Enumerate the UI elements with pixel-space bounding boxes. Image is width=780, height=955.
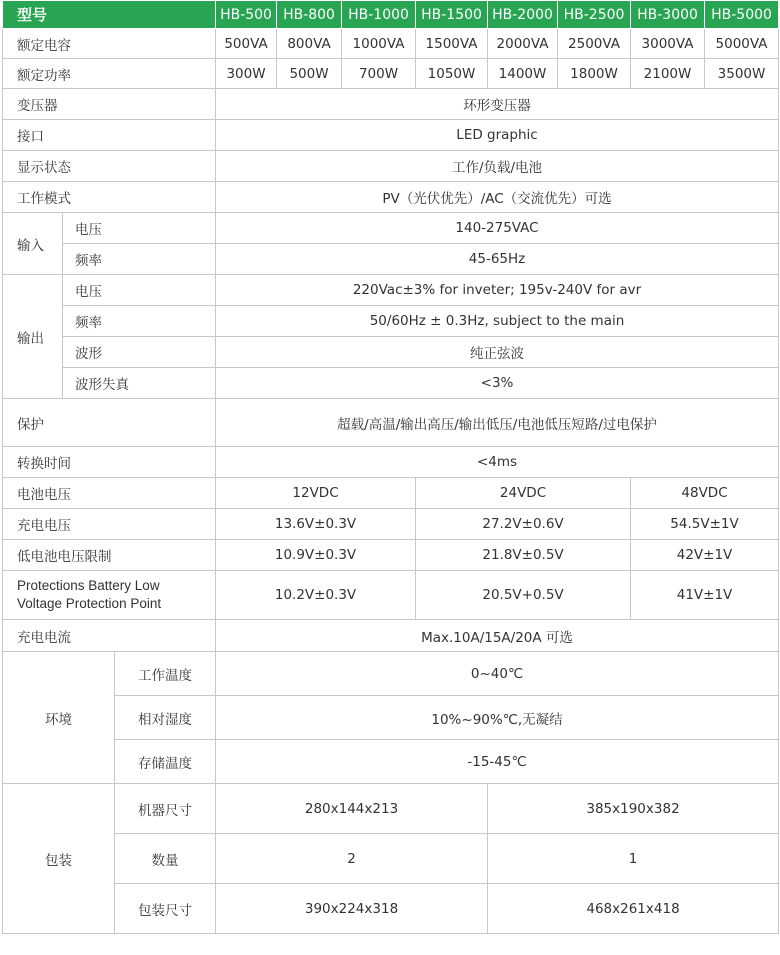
- row-label: [3, 571, 216, 620]
- cell-value: 700W: [342, 59, 416, 89]
- cell-value: <3%: [216, 368, 779, 399]
- row-label: 接口: [3, 120, 216, 151]
- cell-value: 1400W: [488, 59, 558, 89]
- env-op-temp-row: [3, 652, 779, 696]
- cell-value: 3000VA: [631, 29, 705, 59]
- cell-value: LED graphic: [216, 120, 779, 151]
- cell-value: 54.5V±1V: [631, 509, 779, 540]
- mode-row: [3, 182, 779, 213]
- sub-label: 包装尺寸: [115, 884, 216, 934]
- protection-point-row: [3, 571, 779, 620]
- row-label-line: Voltage Protection Point: [17, 596, 162, 611]
- input-frequency-row: [3, 244, 779, 275]
- cell-value: 1050W: [416, 59, 488, 89]
- cell-value: 10.2V±0.3V: [216, 571, 416, 620]
- cell-value: 1800W: [558, 59, 631, 89]
- row-label: 转换时间: [3, 447, 216, 478]
- cell-value: 45-65Hz: [216, 244, 779, 275]
- cell-value: 500VA: [216, 29, 277, 59]
- cell-value: 27.2V±0.6V: [416, 509, 631, 540]
- row-label: 充电电压: [3, 509, 216, 540]
- sub-label: 相对湿度: [115, 696, 216, 740]
- cell-value: 1: [488, 834, 779, 884]
- charge-current-row: [3, 620, 779, 652]
- sub-label: 机器尺寸: [115, 784, 216, 834]
- env-storage-row: [3, 740, 779, 784]
- sub-label: 数量: [115, 834, 216, 884]
- cell-value: 48VDC: [631, 478, 779, 509]
- low-battery-limit-row: [3, 540, 779, 571]
- header-row: [3, 1, 779, 29]
- interface-row: [3, 120, 779, 151]
- cell-value: 纯正弦波: [216, 337, 779, 368]
- group-label-input: 输入: [3, 213, 63, 275]
- cell-value: 2: [216, 834, 488, 884]
- cell-value: 468x261x418: [488, 884, 779, 934]
- rated-power-row: [3, 59, 779, 89]
- model-col: HB-800: [277, 1, 342, 29]
- cell-value: 385x190x382: [488, 784, 779, 834]
- cell-value: 10.9V±0.3V: [216, 540, 416, 571]
- output-distortion-row: [3, 368, 779, 399]
- spec-table: [2, 0, 779, 934]
- group-label-environment: 环境: [3, 652, 115, 784]
- row-label: 额定电容: [3, 29, 216, 59]
- output-frequency-row: [3, 306, 779, 337]
- cell-value: 13.6V±0.3V: [216, 509, 416, 540]
- cell-value: 800VA: [277, 29, 342, 59]
- transformer-row: [3, 89, 779, 120]
- cell-value: -15-45℃: [216, 740, 779, 784]
- cell-value: 42V±1V: [631, 540, 779, 571]
- sub-label: 电压: [63, 275, 216, 306]
- sub-label: 工作温度: [115, 652, 216, 696]
- charge-voltage-row: [3, 509, 779, 540]
- display-row: [3, 151, 779, 182]
- model-col: HB-3000: [631, 1, 705, 29]
- cell-value: 超载/高温/输出高压/输出低压/电池低压短路/过电保护: [216, 399, 779, 447]
- row-label: 充电电流: [3, 620, 216, 652]
- model-col: HB-2000: [488, 1, 558, 29]
- env-humidity-row: [3, 696, 779, 740]
- model-col: HB-5000: [705, 1, 779, 29]
- pkg-package-size-row: [3, 884, 779, 934]
- output-waveform-row: [3, 337, 779, 368]
- sub-label: 频率: [63, 306, 216, 337]
- row-label: 显示状态: [3, 151, 216, 182]
- cell-value: 1000VA: [342, 29, 416, 59]
- cell-value: 12VDC: [216, 478, 416, 509]
- row-label: 电池电压: [3, 478, 216, 509]
- cell-value: 41V±1V: [631, 571, 779, 620]
- cell-value: 24VDC: [416, 478, 631, 509]
- sub-label: 存储温度: [115, 740, 216, 784]
- sub-label: 波形失真: [63, 368, 216, 399]
- cell-value: Max.10A/15A/20A 可选: [216, 620, 779, 652]
- cell-value: 140-275VAC: [216, 213, 779, 244]
- cell-value: 5000VA: [705, 29, 779, 59]
- sub-label: 电压: [63, 213, 216, 244]
- group-label-output: 输出: [3, 275, 63, 399]
- cell-value: 220Vac±3% for inveter; 195v-240V for avr: [216, 275, 779, 306]
- pkg-dimensions-row: [3, 784, 779, 834]
- cell-value: <4ms: [216, 447, 779, 478]
- sub-label: 频率: [63, 244, 216, 275]
- row-label: 变压器: [3, 89, 216, 120]
- cell-value: 1500VA: [416, 29, 488, 59]
- row-label-line: Protections Battery Low: [17, 578, 160, 593]
- model-col: HB-500: [216, 1, 277, 29]
- model-col: HB-2500: [558, 1, 631, 29]
- cell-value: 3500W: [705, 59, 779, 89]
- sub-label: 波形: [63, 337, 216, 368]
- cell-value: 工作/负载/电池: [216, 151, 779, 182]
- cell-value: PV（光伏优先）/AC（交流优先）可选: [216, 182, 779, 213]
- row-label: 额定功率: [3, 59, 216, 89]
- model-col: HB-1000: [342, 1, 416, 29]
- cell-value: 20.5V+0.5V: [416, 571, 631, 620]
- cell-value: 10%~90%℃,无凝结: [216, 696, 779, 740]
- switch-time-row: [3, 447, 779, 478]
- cell-value: 2000VA: [488, 29, 558, 59]
- pkg-quantity-row: [3, 834, 779, 884]
- battery-voltage-row: [3, 478, 779, 509]
- input-voltage-row: [3, 213, 779, 244]
- protection-row: [3, 399, 779, 447]
- cell-value: 21.8V±0.5V: [416, 540, 631, 571]
- group-label-packaging: 包装: [3, 784, 115, 934]
- row-label: 工作模式: [3, 182, 216, 213]
- output-voltage-row: [3, 275, 779, 306]
- model-label: 型号: [3, 1, 216, 29]
- cell-value: 2100W: [631, 59, 705, 89]
- cell-value: 50/60Hz ± 0.3Hz, subject to the main: [216, 306, 779, 337]
- rated-capacity-row: [3, 29, 779, 59]
- cell-value: 2500VA: [558, 29, 631, 59]
- row-label: 保护: [3, 399, 216, 447]
- cell-value: 300W: [216, 59, 277, 89]
- cell-value: 环形变压器: [216, 89, 779, 120]
- cell-value: 0~40℃: [216, 652, 779, 696]
- cell-value: 500W: [277, 59, 342, 89]
- cell-value: 390x224x318: [216, 884, 488, 934]
- row-label: 低电池电压限制: [3, 540, 216, 571]
- cell-value: 280x144x213: [216, 784, 488, 834]
- model-col: HB-1500: [416, 1, 488, 29]
